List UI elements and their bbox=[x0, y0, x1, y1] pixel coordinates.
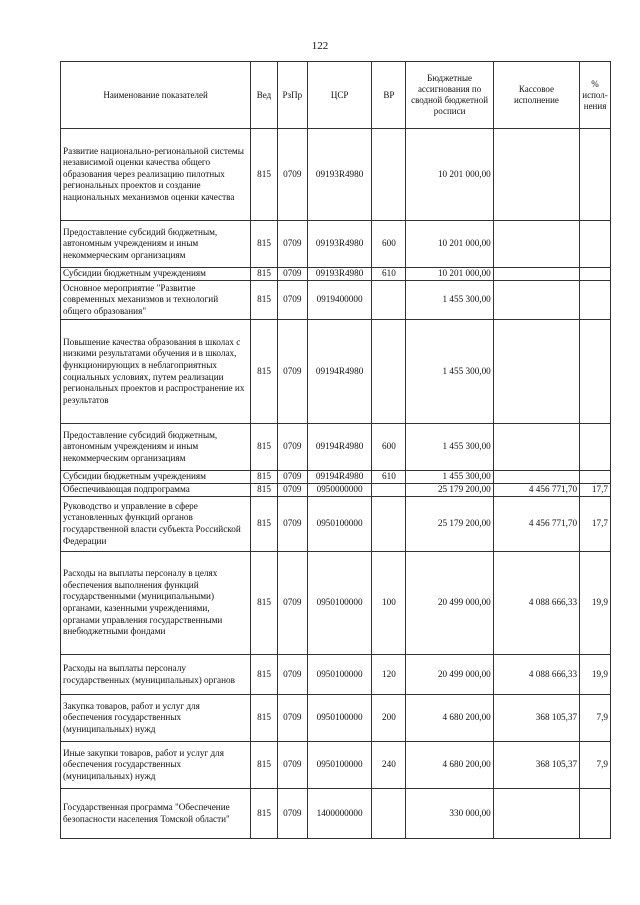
cell-csr: 0950100000 bbox=[307, 552, 372, 655]
cell-csr: 09193R4980 bbox=[307, 268, 372, 281]
cell-cash: 4 088 666,33 bbox=[493, 552, 579, 655]
cell-csr: 0919400000 bbox=[307, 281, 372, 320]
cell-budget: 4 680 200,00 bbox=[406, 695, 493, 742]
cell-ved: 815 bbox=[251, 497, 278, 552]
cell-rzpr: 0709 bbox=[277, 268, 307, 281]
table-row bbox=[61, 497, 611, 552]
cell-rzpr: 0709 bbox=[277, 129, 307, 221]
header-rzpr: РзПр bbox=[277, 62, 307, 129]
cell-cash: 368 105,37 bbox=[493, 742, 579, 789]
table-row bbox=[61, 281, 611, 320]
header-csr: ЦСР bbox=[307, 62, 372, 129]
cell-name: Основное мероприятие "Развитие современных механизмов и технологий общего образования" bbox=[61, 281, 251, 320]
cell-percent bbox=[580, 268, 611, 281]
cell-vr: 600 bbox=[372, 424, 406, 471]
cell-name: Субсидии бюджетным учреждениям bbox=[61, 471, 251, 484]
cell-percent: 7,9 bbox=[580, 742, 611, 789]
cell-cash bbox=[493, 268, 579, 281]
cell-name: Закупка товаров, работ и услуг для обеспечения государственных (муниципальных) нужд bbox=[61, 695, 251, 742]
cell-cash bbox=[493, 789, 579, 839]
cell-cash bbox=[493, 221, 579, 268]
table-header-row bbox=[61, 62, 611, 129]
cell-vr: 600 bbox=[372, 221, 406, 268]
cell-percent bbox=[580, 789, 611, 839]
cell-vr: 610 bbox=[372, 268, 406, 281]
cell-ved: 815 bbox=[251, 221, 278, 268]
cell-cash bbox=[493, 471, 579, 484]
cell-percent: 17,7 bbox=[580, 484, 611, 497]
cell-rzpr: 0709 bbox=[277, 320, 307, 424]
table-row bbox=[61, 695, 611, 742]
table-row bbox=[61, 552, 611, 655]
cell-budget: 25 179 200,00 bbox=[406, 497, 493, 552]
cell-percent bbox=[580, 424, 611, 471]
cell-vr: 200 bbox=[372, 695, 406, 742]
cell-budget: 330 000,00 bbox=[406, 789, 493, 839]
cell-vr bbox=[372, 497, 406, 552]
cell-ved: 815 bbox=[251, 129, 278, 221]
cell-ved: 815 bbox=[251, 320, 278, 424]
cell-name: Развитие национально-региональной системы независимой оценки качества общего образования через реализацию пилотных региональных проектов и создание национальных механизмов оценки качества bbox=[61, 129, 251, 221]
cell-cash bbox=[493, 129, 579, 221]
table-row bbox=[61, 424, 611, 471]
cell-budget: 20 499 000,00 bbox=[406, 655, 493, 695]
cell-name: Предоставление субсидий бюджетным, автономным учреждениям и иным некоммерческим организациям bbox=[61, 424, 251, 471]
budget-table bbox=[60, 61, 611, 839]
cell-rzpr: 0709 bbox=[277, 497, 307, 552]
cell-budget: 25 179 200,00 bbox=[406, 484, 493, 497]
cell-name: Расходы на выплаты персоналу государственных (муниципальных) органов bbox=[61, 655, 251, 695]
cell-ved: 815 bbox=[251, 695, 278, 742]
cell-vr bbox=[372, 484, 406, 497]
cell-rzpr: 0709 bbox=[277, 424, 307, 471]
header-percent: % испол-нения bbox=[580, 62, 611, 129]
cell-cash bbox=[493, 281, 579, 320]
cell-ved: 815 bbox=[251, 484, 278, 497]
cell-cash: 368 105,37 bbox=[493, 695, 579, 742]
cell-budget: 1 455 300,00 bbox=[406, 320, 493, 424]
cell-cash bbox=[493, 320, 579, 424]
table-row bbox=[61, 471, 611, 484]
table-row bbox=[61, 484, 611, 497]
header-cash: Кассовое исполнение bbox=[493, 62, 579, 129]
cell-cash: 4 456 771,70 bbox=[493, 497, 579, 552]
cell-percent: 7,9 bbox=[580, 695, 611, 742]
cell-rzpr: 0709 bbox=[277, 221, 307, 268]
cell-vr bbox=[372, 320, 406, 424]
cell-csr: 0950100000 bbox=[307, 497, 372, 552]
cell-budget: 10 201 000,00 bbox=[406, 221, 493, 268]
cell-ved: 815 bbox=[251, 742, 278, 789]
cell-percent: 19,9 bbox=[580, 655, 611, 695]
cell-budget: 10 201 000,00 bbox=[406, 268, 493, 281]
cell-ved: 815 bbox=[251, 471, 278, 484]
cell-vr bbox=[372, 129, 406, 221]
cell-csr: 0950100000 bbox=[307, 655, 372, 695]
cell-vr: 100 bbox=[372, 552, 406, 655]
cell-rzpr: 0709 bbox=[277, 484, 307, 497]
cell-budget: 10 201 000,00 bbox=[406, 129, 493, 221]
cell-ved: 815 bbox=[251, 655, 278, 695]
table-row bbox=[61, 789, 611, 839]
cell-rzpr: 0709 bbox=[277, 742, 307, 789]
cell-percent bbox=[580, 129, 611, 221]
cell-csr: 09194R4980 bbox=[307, 471, 372, 484]
cell-csr: 1400000000 bbox=[307, 789, 372, 839]
cell-ved: 815 bbox=[251, 281, 278, 320]
table-row bbox=[61, 742, 611, 789]
cell-vr: 610 bbox=[372, 471, 406, 484]
cell-csr: 0950000000 bbox=[307, 484, 372, 497]
cell-name: Повышение качества образования в школах с низкими результатами обучения и в школах, функционирующих в неблагоприятных социальных условиях, путем реализации региональных проектов и распространение их результатов bbox=[61, 320, 251, 424]
table-row bbox=[61, 221, 611, 268]
header-ved: Вед bbox=[251, 62, 278, 129]
cell-cash bbox=[493, 424, 579, 471]
cell-vr bbox=[372, 789, 406, 839]
table-row bbox=[61, 268, 611, 281]
cell-rzpr: 0709 bbox=[277, 789, 307, 839]
cell-ved: 815 bbox=[251, 789, 278, 839]
cell-csr: 0950100000 bbox=[307, 742, 372, 789]
cell-rzpr: 0709 bbox=[277, 471, 307, 484]
cell-csr: 09193R4980 bbox=[307, 221, 372, 268]
header-name: Наименование показателей bbox=[61, 62, 251, 129]
cell-csr: 09194R4980 bbox=[307, 320, 372, 424]
cell-cash: 4 088 666,33 bbox=[493, 655, 579, 695]
cell-csr: 09194R4980 bbox=[307, 424, 372, 471]
header-vr: ВР bbox=[372, 62, 406, 129]
cell-name: Расходы на выплаты персоналу в целях обеспечения выполнения функций государственными (муниципальными) органами, казенными учреждениями, органами управления государственными внебюджетными фондами bbox=[61, 552, 251, 655]
cell-ved: 815 bbox=[251, 424, 278, 471]
cell-rzpr: 0709 bbox=[277, 552, 307, 655]
cell-name: Государственная программа "Обеспечение безопасности населения Томской области" bbox=[61, 789, 251, 839]
cell-rzpr: 0709 bbox=[277, 281, 307, 320]
cell-ved: 815 bbox=[251, 552, 278, 655]
cell-csr: 0950100000 bbox=[307, 695, 372, 742]
table-row bbox=[61, 320, 611, 424]
cell-budget: 4 680 200,00 bbox=[406, 742, 493, 789]
cell-rzpr: 0709 bbox=[277, 695, 307, 742]
cell-percent bbox=[580, 221, 611, 268]
cell-vr: 240 bbox=[372, 742, 406, 789]
cell-cash: 4 456 771,70 bbox=[493, 484, 579, 497]
cell-percent: 19,9 bbox=[580, 552, 611, 655]
header-budget: Бюджетные ассигнования по сводной бюджетной росписи bbox=[406, 62, 493, 129]
cell-budget: 1 455 300,00 bbox=[406, 471, 493, 484]
cell-percent bbox=[580, 471, 611, 484]
cell-name: Иные закупки товаров, работ и услуг для обеспечения государственных (муниципальных) нужд bbox=[61, 742, 251, 789]
table-row bbox=[61, 129, 611, 221]
table-body bbox=[61, 129, 611, 839]
cell-ved: 815 bbox=[251, 268, 278, 281]
cell-percent bbox=[580, 281, 611, 320]
cell-rzpr: 0709 bbox=[277, 655, 307, 695]
cell-name: Субсидии бюджетным учреждениям bbox=[61, 268, 251, 281]
cell-name: Руководство и управление в сфере установленных функций органов государственной власти субъекта Российской Федерации bbox=[61, 497, 251, 552]
cell-budget: 20 499 000,00 bbox=[406, 552, 493, 655]
cell-csr: 09193R4980 bbox=[307, 129, 372, 221]
cell-vr: 120 bbox=[372, 655, 406, 695]
cell-name: Предоставление субсидий бюджетным, автономным учреждениям и иным некоммерческим организациям bbox=[61, 221, 251, 268]
cell-vr bbox=[372, 281, 406, 320]
cell-name: Обеспечивающая подпрограмма bbox=[61, 484, 251, 497]
cell-budget: 1 455 300,00 bbox=[406, 424, 493, 471]
table-row bbox=[61, 655, 611, 695]
cell-percent bbox=[580, 320, 611, 424]
cell-budget: 1 455 300,00 bbox=[406, 281, 493, 320]
cell-percent: 17,7 bbox=[580, 497, 611, 552]
page-number: 122 bbox=[311, 40, 329, 52]
